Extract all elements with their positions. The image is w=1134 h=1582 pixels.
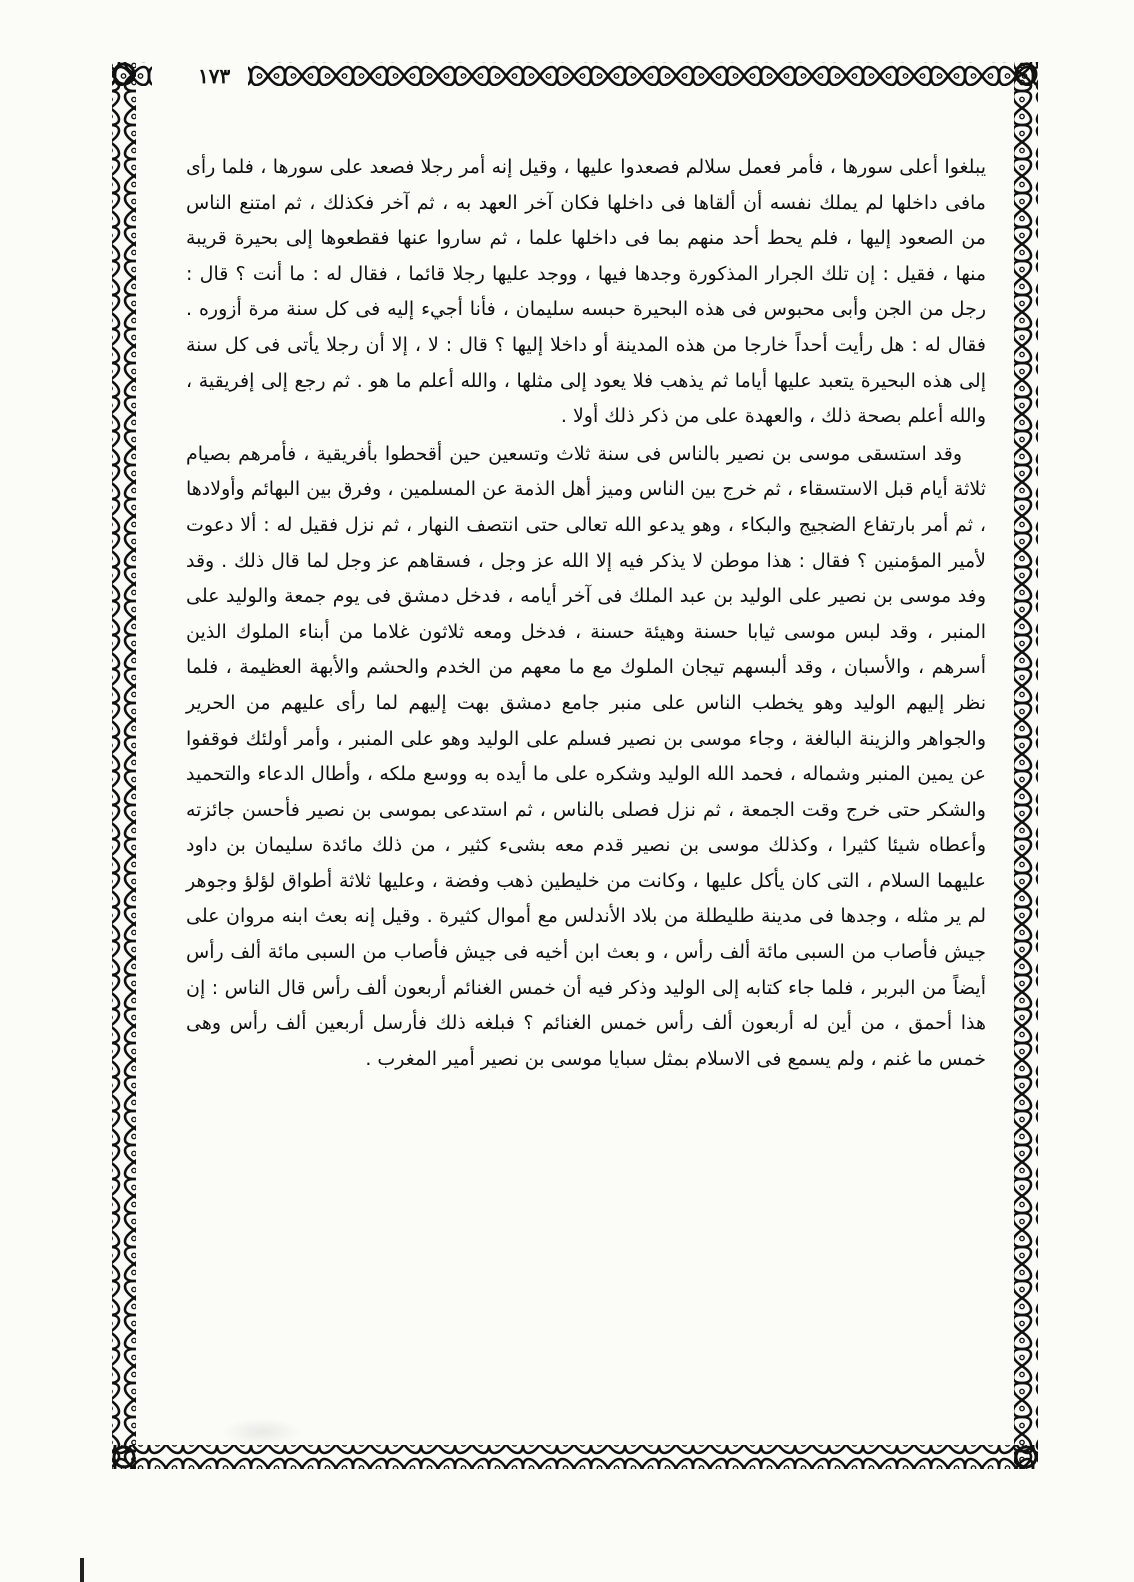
paragraph-1: يبلغوا أعلى سورها ، فأمر فعمل سلالم فصعدوا عليها ، وقيل إنه أمر رجلا فصعد على سورها ، فلما رأى مافى داخلها لم يملك نفسه أن ألقاها فى داخلها فكان آخر العهد به ، ثم آخر فكذلك ، ثم امتنع الناس من الصعود إليها ، فلم يحط أحد منهم بما فى داخلها علما ، ثم ساروا عنها فقطعوها إلى بحيرة قريبة منها ، فقيل : إن تلك الجرار المذكورة وجدها فيها ، ووجد عليها رجلا قائما ، فقال له : ما أنت ؟ قال : رجل من الجن وأبى محبوس فى هذه البحيرة حبسه سليمان ، فأنا أجيء إليه فى كل سنة مرة أزوره . فقال له : هل رأيت أحداً خارجا من هذه المدينة أو داخلا إليها ؟ قال : لا ، إلا أن رجلا يأتى فى كل سنة إلى هذه البحيرة يتعبد عليها أياما ثم يذهب فلا يعود إلى مثلها ، والله أعلم ما هو . ثم رجع إلى إفريقية ، والله أعلم بصحة ذلك ، والعهدة على من ذكر ذلك أولا . [186,156,986,428]
paragraph-2: وقد استسقى موسى بن نصير بالناس فى سنة ثلاث وتسعين حين أقحطوا بأفريقية ، فأمرهم بصيام ثلاثة أيام قبل الاستسقاء ، ثم خرج بين الناس وميز أهل الذمة عن المسلمين ، وفرق بين البهائم وأولادها ، ثم أمر بارتفاع الضجيج والبكاء ، وهو يدعو الله تعالى حتى انتصف النهار ، ثم نزل فقيل له : ألا دعوت لأمير المؤمنين ؟ فقال : هذا موطن لا يذكر فيه إلا الله عز وجل ، فسقاهم عز وجل لما قال ذلك . وقد وفد موسى بن نصير على الوليد بن عبد الملك فى آخر أيامه ، فدخل دمشق فى يوم جمعة والوليد على المنبر ، وقد لبس موسى ثيابا حسنة وهيئة حسنة ، فدخل ومعه ثلاثون غلاما من أبناء الملوك الذين أسرهم ، والأسبان ، وقد ألبسهم تيجان الملوك مع ما معهم من الخدم والحشم والأبهة العظيمة ، فلما نظر إليهم الوليد وهو يخطب الناس على منبر جامع دمشق بهت إليهم لما رأى عليهم من الحرير والجواهر والزينة البالغة ، وجاء موسى بن نصير فسلم على الوليد وهو على المنبر ، وأمر أولئك فوقفوا عن يمين المنبر وشماله ، فحمد الله الوليد وشكره على ما أيده به ووسع ملكه ، وأطال الدعاء والتحميد والشكر حتى خرج وقت الجمعة ، ثم نزل فصلى بالناس ، ثم استدعى بموسى بن نصير فأحسن جائزته وأعطاه شيئا كثيرا ، وكذلك موسى بن نصير قدم معه بشىء كثير ، من ذلك مائدة سليمان بن داود عليهما السلام ، التى كان يأكل عليها ، وكانت من خليطين ذهب وفضة ، وعليها ثلاثة أطواق لؤلؤ وجوهر لم ير مثله ، وجدها فى مدينة طليطلة من بلاد الأندلس مع أموال كثيرة . وقيل إنه بعث ابنه مروان على جيش فأصاب من السبى مائة ألف رأس ، و بعث ابن أخيه فى جيش فأصاب من السبى مائة ألف رأس أيضاً من البربر ، فلما جاء كتابه إلى الوليد وذكر فيه أن خمس الغنائم أربعون ألف رأس قال الناس : إن هذا أحمق ، من أين له أربعون ألف رأس خمس الغنائم ؟ فبلغه ذلك فأرسل أربعين ألف رأس وهى خمس ما غنم ، ولم يسمع فى الاسلام بمثل سبايا موسى بن نصير أمير المغرب . [186,442,986,1070]
scan-smudge [222,1418,302,1446]
body-text [186,150,986,1077]
page-number: ١٧٣ [198,64,231,88]
scan-edge-mark [80,1558,84,1582]
